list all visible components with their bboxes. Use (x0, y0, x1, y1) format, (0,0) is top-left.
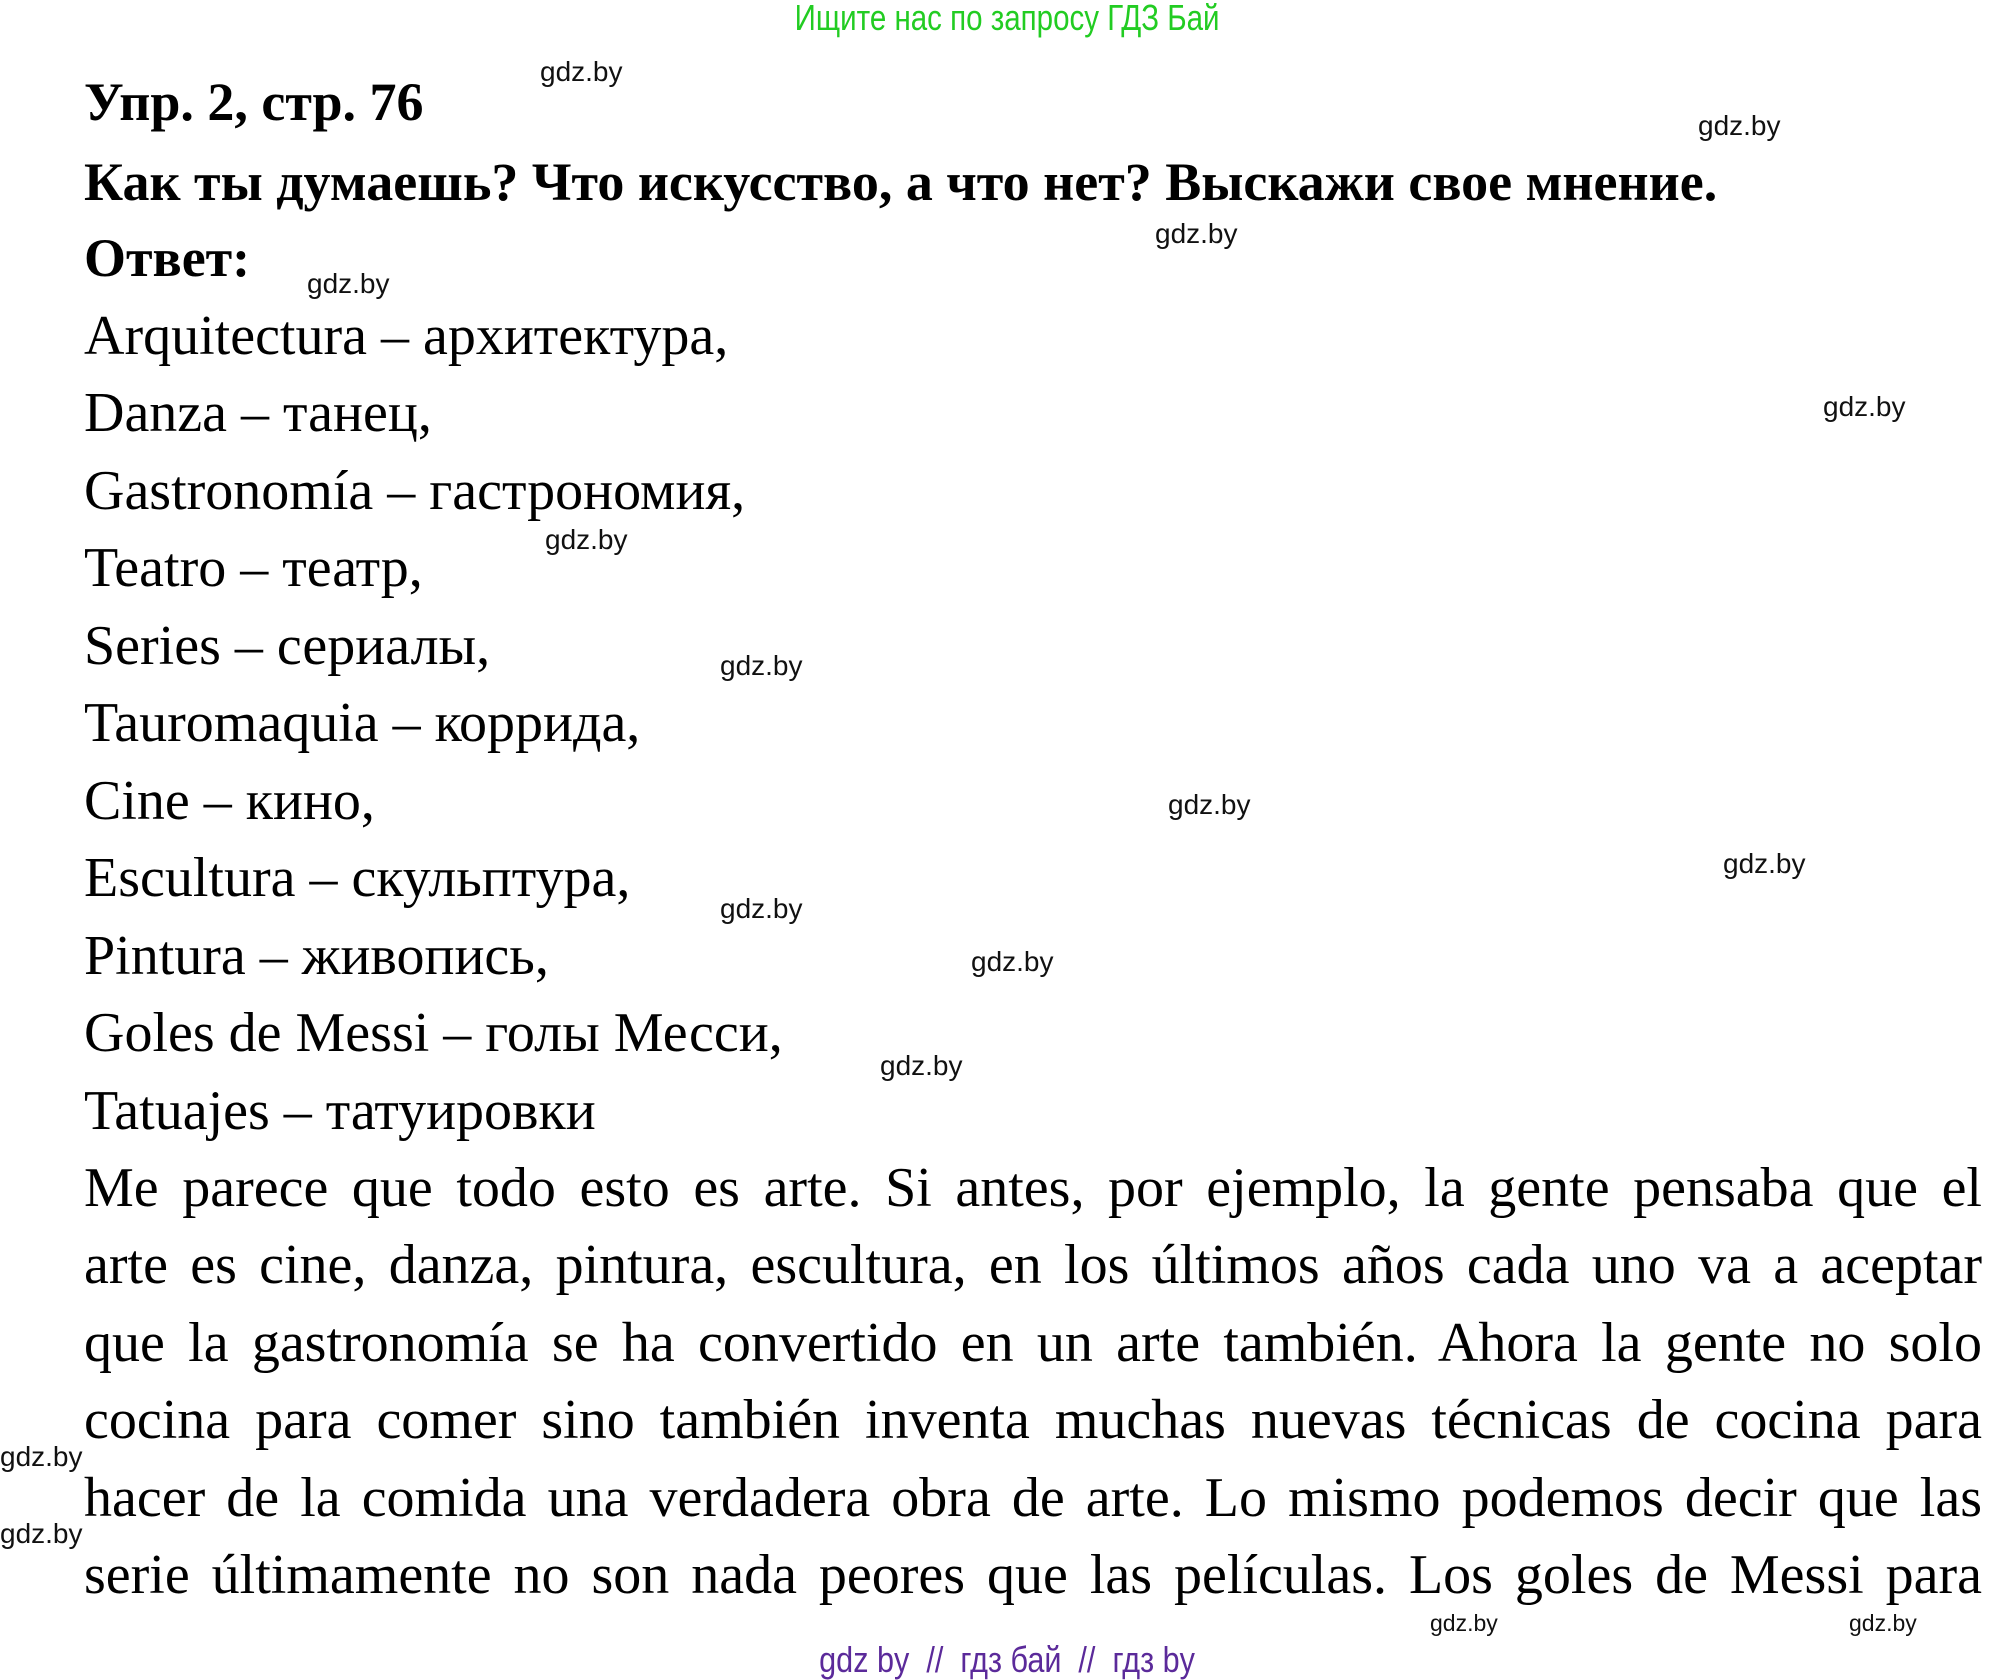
question-text: Как ты думаешь? Что искусство, а что нет? Выскажи свое мнение. (84, 152, 1718, 212)
watermark: gdz.by (545, 524, 628, 555)
watermark: gdz.by (1823, 391, 1906, 422)
paragraph-line: arte es cine, danza, pintura, escultura, en los últimos años cada uno va a aceptar (84, 1234, 1982, 1296)
watermark: gdz.by (0, 1518, 83, 1549)
watermark: gdz.by (1155, 218, 1238, 249)
list-item: Pintura – живопись, (84, 925, 549, 987)
paragraph-line: serie últimamente no son nada peores que las películas. Los goles de Messi para (84, 1544, 1982, 1606)
watermark: gdz.by (720, 650, 803, 681)
paragraph-line: que la gastronomía se ha convertido en un arte también. Ahora la gente no solo (84, 1312, 1982, 1374)
list-item: Tauromaquia – коррида, (84, 692, 641, 754)
footer-text[interactable]: gdz by // гдз бай // гдз by (819, 1639, 1195, 1680)
list-item: Tatuajes – татуировки (84, 1080, 596, 1142)
paragraph-line: hacer de la comida una verdadera obra de arte. Lo mismo podemos decir que las (84, 1467, 1982, 1529)
footer-links (0, 1639, 2014, 1680)
list-item: Escultura – скульптура, (84, 847, 631, 909)
watermark: gdz.by (540, 56, 623, 87)
watermark: gdz.by (880, 1050, 963, 1081)
list-item: Arquitectura – архитектура, (84, 305, 729, 367)
list-item: Teatro – театр, (84, 537, 423, 599)
exercise-title: Упр. 2, стр. 76 (84, 72, 424, 132)
search-banner (0, 0, 2014, 38)
watermark: gdz.by (1698, 110, 1781, 141)
list-item: Series – сериалы, (84, 615, 491, 677)
watermark: gdz.by (307, 268, 390, 299)
watermark: gdz.by (720, 893, 803, 924)
watermark: gdz.by (1430, 1610, 1498, 1636)
banner-text: Ищите нас по запросу ГДЗ Бай (794, 0, 1220, 38)
list-item: Cine – кино, (84, 770, 375, 832)
watermark: gdz.by (1723, 848, 1806, 879)
paragraph-line: Me parece que todo esto es arte. Si antes, por ejemplo, la gente pensaba que el (84, 1157, 1982, 1219)
list-item: Danza – танец, (84, 382, 432, 444)
watermark: gdz.by (1168, 789, 1251, 820)
watermark: gdz.by (971, 946, 1054, 977)
watermark: gdz.by (1849, 1610, 1917, 1636)
watermark: gdz.by (0, 1441, 83, 1472)
paragraph-line: cocina para comer sino también inventa muchas nuevas técnicas de cocina para (84, 1389, 1982, 1451)
list-item: Gastronomía – гастрономия, (84, 460, 746, 522)
list-item: Goles de Messi – голы Месси, (84, 1002, 783, 1064)
answer-label: Ответ: (84, 228, 251, 288)
